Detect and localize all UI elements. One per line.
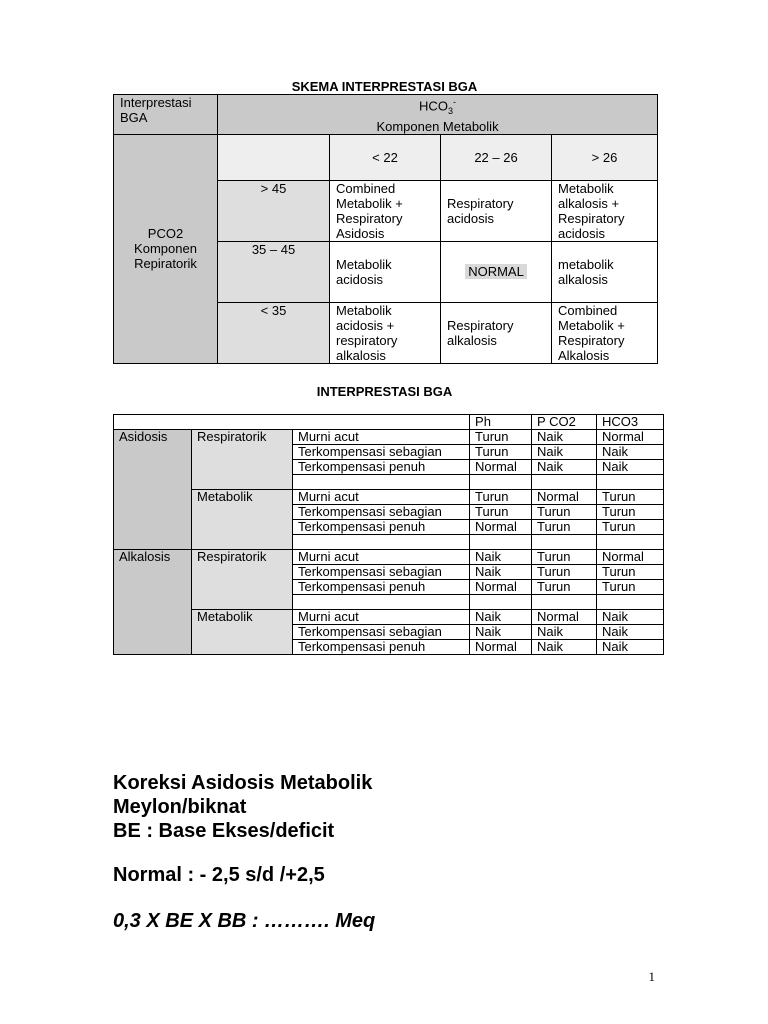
value-cell: Normal: [532, 610, 597, 625]
blank-cell: [532, 535, 597, 550]
group-label: Alkalosis: [114, 550, 192, 655]
row-label: Murni acut: [293, 610, 470, 625]
value-cell: Naik: [532, 625, 597, 640]
value-cell: Turun: [532, 505, 597, 520]
cell: Metabolik alkalosis + Respiratory acidosis: [552, 180, 658, 241]
value-cell: Turun: [470, 430, 532, 445]
cell-normal: NORMAL: [441, 241, 552, 302]
value-cell: Naik: [597, 625, 664, 640]
row-label: Terkompensasi sebagian: [293, 565, 470, 580]
blank-cell: [470, 535, 532, 550]
row-label: Terkompensasi penuh: [293, 520, 470, 535]
value-cell: Turun: [597, 520, 664, 535]
value-cell: Turun: [597, 490, 664, 505]
subgroup-label: Metabolik: [192, 490, 293, 550]
interp-table: [113, 414, 664, 655]
value-cell: Naik: [597, 640, 664, 655]
subgroup-label: Respiratorik: [192, 430, 293, 490]
schema-title: SKEMA INTERPRESTASI BGA: [291, 79, 478, 94]
group-label: Asidosis: [114, 430, 192, 550]
row-label: Terkompensasi penuh: [293, 460, 470, 475]
blank-cell: [293, 595, 470, 610]
row-label: Terkompensasi penuh: [293, 640, 470, 655]
subgroup-label: Respiratorik: [192, 550, 293, 610]
subgroup-label: Metabolik: [192, 610, 293, 655]
koreksi-be: BE : Base Ekses/deficit: [113, 820, 335, 842]
cell: Combined Metabolik + Respiratory Asidosis: [330, 180, 441, 241]
range-lt35: < 35: [218, 302, 330, 363]
row-label: Terkompensasi sebagian: [293, 505, 470, 520]
value-cell: Turun: [597, 565, 664, 580]
range-gt45: > 45: [218, 180, 330, 241]
value-cell: Normal: [470, 580, 532, 595]
value-cell: Naik: [532, 430, 597, 445]
row-label: Terkompensasi penuh: [293, 580, 470, 595]
col-header: P CO2: [532, 415, 597, 430]
value-cell: Normal: [470, 460, 532, 475]
value-cell: Naik: [597, 610, 664, 625]
col-header: HCO3: [597, 415, 664, 430]
range-35-45: 35 – 45: [218, 241, 330, 302]
col-lt22: < 22: [330, 134, 441, 180]
value-cell: Turun: [470, 505, 532, 520]
value-cell: Naik: [597, 445, 664, 460]
blank-cell: [470, 475, 532, 490]
value-cell: Turun: [532, 520, 597, 535]
col-header: Ph: [470, 415, 532, 430]
blank-cell: [597, 475, 664, 490]
corner-label: Interprestasi BGA: [114, 95, 218, 135]
page-number: 1: [648, 969, 655, 984]
hco3-header: $HCO_3^-$ Komponen Metabolik: [218, 95, 658, 135]
cell: Respiratory alkalosis: [441, 302, 552, 363]
value-cell: Normal: [470, 640, 532, 655]
row-label: Terkompensasi sebagian: [293, 625, 470, 640]
value-cell: Naik: [532, 460, 597, 475]
cell: Respiratory acidosis: [441, 180, 552, 241]
cell: Metabolik acidosis + respiratory alkalosis: [330, 302, 441, 363]
koreksi-title: Koreksi Asidosis Metabolik: [113, 772, 373, 794]
value-cell: Turun: [532, 550, 597, 565]
value-cell: Naik: [470, 610, 532, 625]
pco2-header: PCO2 Komponen Repiratorik: [114, 134, 218, 363]
value-cell: Naik: [532, 640, 597, 655]
blank-cell: [532, 475, 597, 490]
value-cell: Naik: [532, 445, 597, 460]
koreksi-normal: Normal : - 2,5 s/d /+2,5: [113, 864, 325, 886]
col-22-26: 22 – 26: [441, 134, 552, 180]
blank-cell: [532, 595, 597, 610]
blank-cell: [293, 535, 470, 550]
row-label: Terkompensasi sebagian: [293, 445, 470, 460]
cell: metabolik alkalosis: [552, 241, 658, 302]
cell: Metabolik acidosis: [330, 241, 441, 302]
interp-title: INTERPRESTASI BGA: [316, 384, 453, 399]
value-cell: Turun: [532, 565, 597, 580]
koreksi-formula: 0,3 X BE X BB : ………. Meq: [113, 910, 376, 932]
value-cell: Turun: [532, 580, 597, 595]
value-cell: Normal: [597, 550, 664, 565]
row-label: Murni acut: [293, 430, 470, 445]
koreksi-drug: Meylon/biknat: [113, 796, 247, 818]
value-cell: Normal: [532, 490, 597, 505]
blank-cell: [470, 595, 532, 610]
row-label: Murni acut: [293, 490, 470, 505]
blank-cell: [597, 595, 664, 610]
cell: Combined Metabolik + Respiratory Alkalosis: [552, 302, 658, 363]
header-blank: [114, 415, 470, 430]
value-cell: Turun: [597, 505, 664, 520]
row-label: Murni acut: [293, 550, 470, 565]
value-cell: Turun: [597, 580, 664, 595]
blank-cell: [597, 535, 664, 550]
value-cell: Normal: [597, 430, 664, 445]
value-cell: Naik: [470, 625, 532, 640]
schema-table: [113, 94, 658, 364]
value-cell: Turun: [470, 445, 532, 460]
value-cell: Naik: [597, 460, 664, 475]
value-cell: Naik: [470, 550, 532, 565]
blank-cell: [293, 475, 470, 490]
value-cell: Turun: [470, 490, 532, 505]
value-cell: Normal: [470, 520, 532, 535]
value-cell: Naik: [470, 565, 532, 580]
col-gt26: > 26: [552, 134, 658, 180]
